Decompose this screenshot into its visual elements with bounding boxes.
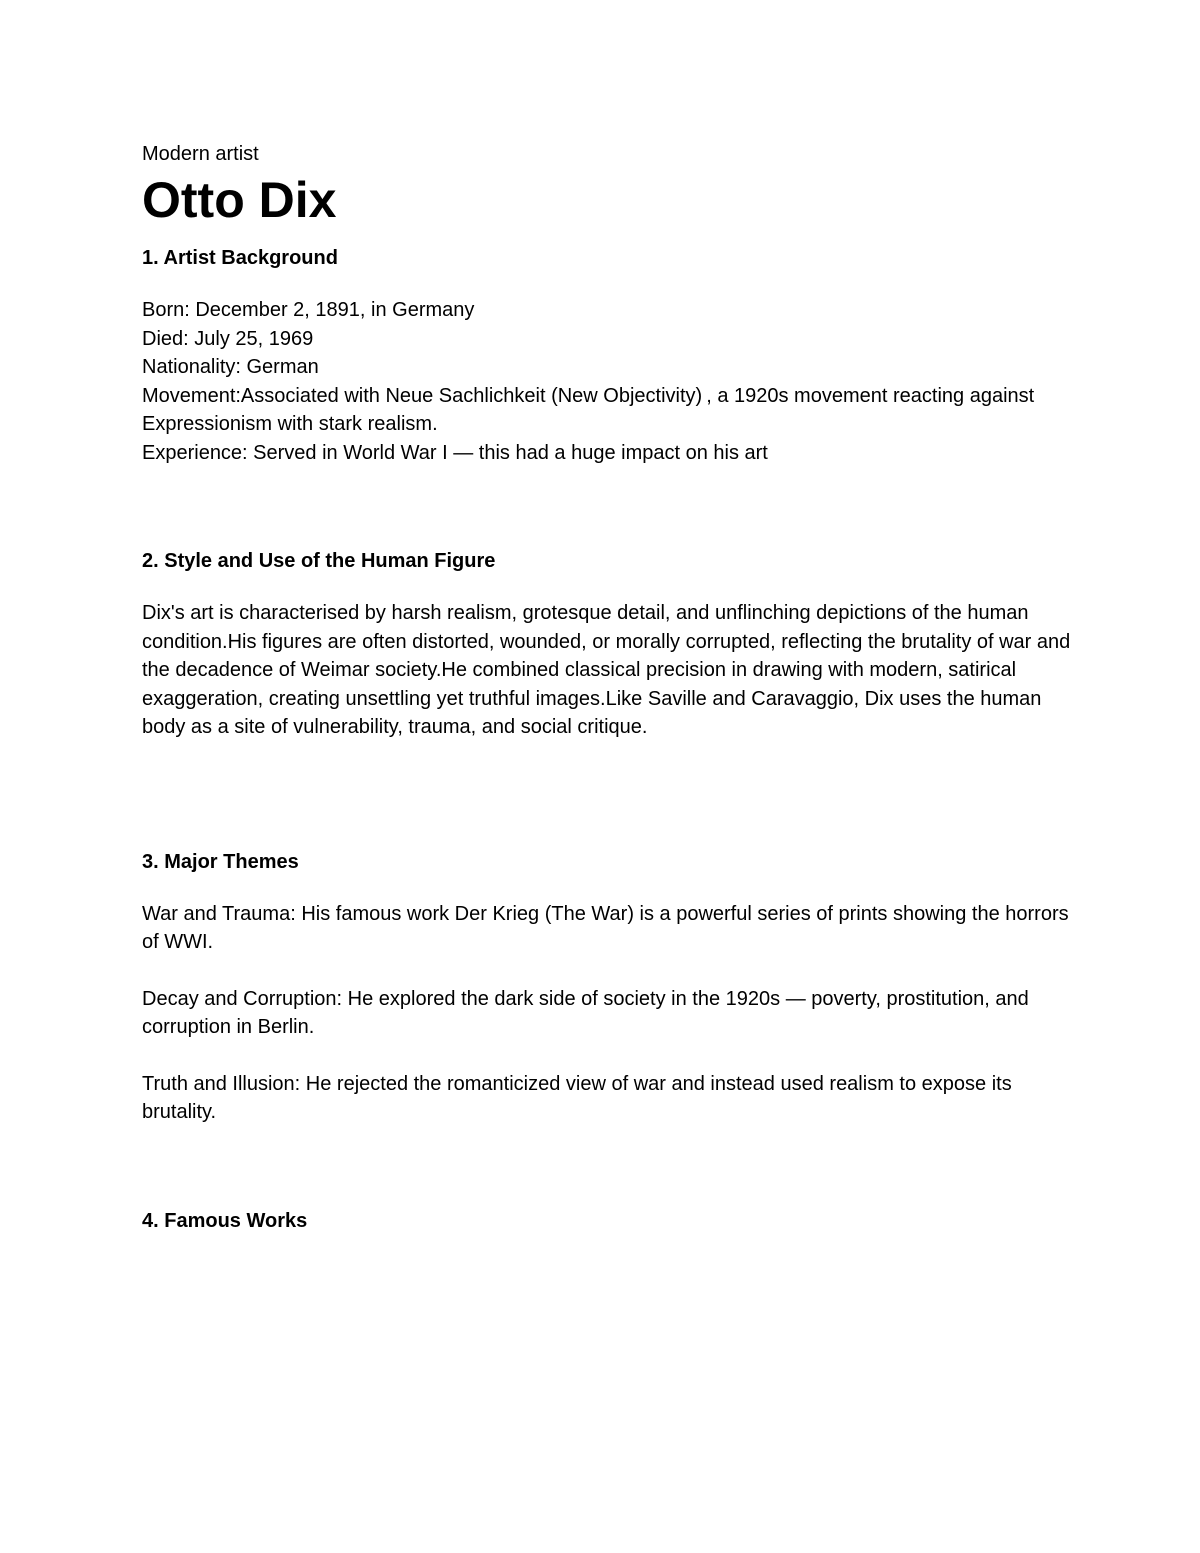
document-subtitle: Modern artist xyxy=(142,143,259,165)
document-content xyxy=(142,140,1072,1235)
section-heading-style: 2. Style and Use of the Human Figure xyxy=(142,550,496,572)
section-heading-major-themes: 3. Major Themes xyxy=(142,850,299,873)
section-heading-famous-works: 4. Famous Works xyxy=(142,1209,308,1232)
movement-line: Movement:Associated with Neue Sachlichkeit (New Objectivity) , a 1920s movement reacting against Expressionism with stark realism. xyxy=(142,384,1035,435)
born-line: Born: December 2, 1891, in Germany xyxy=(142,299,475,321)
theme-war-trauma: War and Trauma: His famous work Der Krieg (The War) is a powerful series of prints showing the horrors of WWI. xyxy=(142,902,1069,953)
theme-truth-illusion: Truth and Illusion: He rejected the romanticized view of war and instead used realism to expose its brutality. xyxy=(142,1072,1012,1123)
artist-background-list xyxy=(142,296,1072,467)
died-line: Died: July 25, 1969 xyxy=(142,327,314,350)
section-heading-artist-background: 1. Artist Background xyxy=(142,247,338,269)
nationality-line: Nationality: German xyxy=(142,356,319,378)
theme-decay-corruption: Decay and Corruption: He explored the dark side of society in the 1920s — poverty, prostitution, and corruption in Berlin. xyxy=(142,987,1029,1038)
style-paragraph: Dix's art is characterised by harsh realism, grotesque detail, and unflinching depictions of the human condition.His figures are often distorted, wounded, or morally corrupted, reflecting the brutality of war and the decadence of Weimar society.He combined classical precision in drawing with modern, satirical exaggeration, creating unsettling yet truthful images.Like Saville and Caravaggio, Dix uses the human body as a site of vulnerability, trauma, and social critique. xyxy=(142,602,1071,738)
experience-line: Experience: Served in World War I — this had a huge impact on his art xyxy=(142,441,768,464)
document-title: Otto Dix xyxy=(142,172,337,228)
